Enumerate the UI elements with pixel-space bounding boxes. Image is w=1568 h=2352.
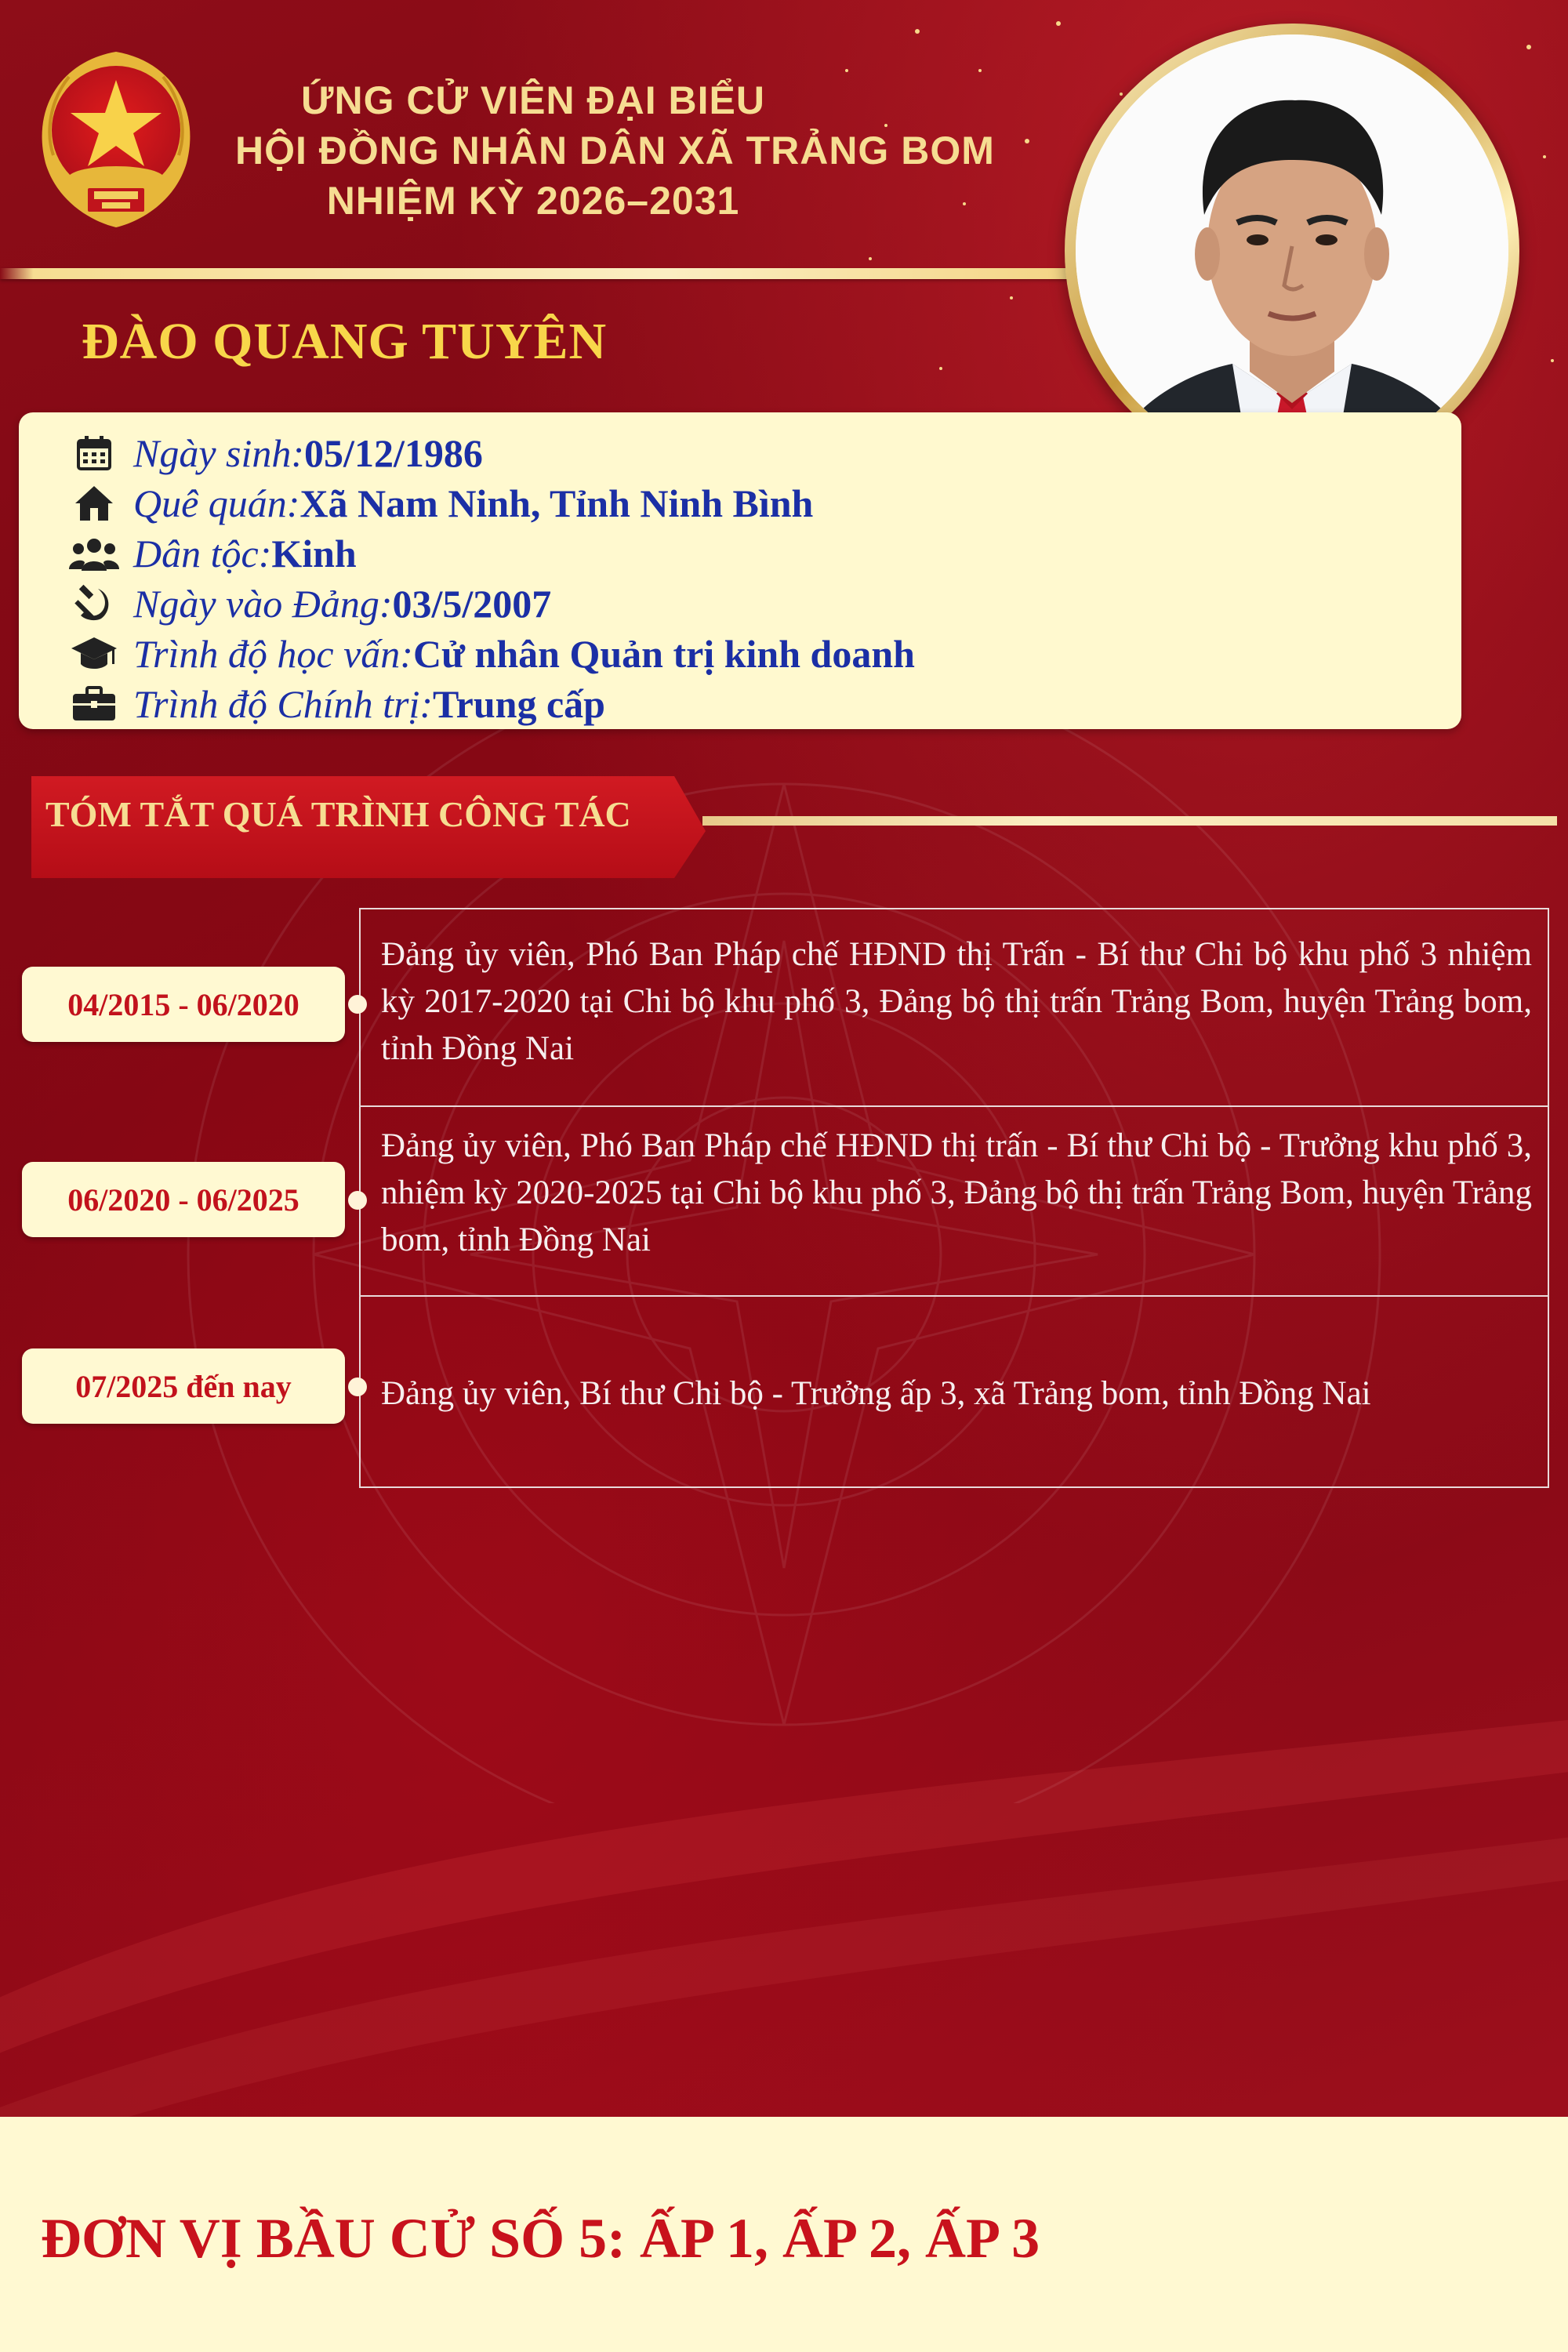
timeline-entry-box [359, 1105, 1549, 1297]
header-line-2: HỘI ĐỒNG NHÂN DÂN XÃ TRẢNG BOM [235, 129, 995, 172]
electoral-unit-text: ĐƠN VỊ BẦU CỬ SỐ 5: ẤP 1, ẤP 2, ẤP 3 [41, 2207, 1040, 2270]
info-label: Dân tộc: [133, 532, 272, 575]
info-label: Trình độ Chính trị: [133, 682, 434, 726]
timeline-date-badge: 07/2025 đến nay [22, 1348, 345, 1424]
info-value: 05/12/1986 [304, 431, 483, 475]
info-value: Trung cấp [433, 682, 605, 726]
info-label: Ngày vào Đảng: [133, 582, 393, 626]
section-title: TÓM TẮT QUÁ TRÌNH CÔNG TÁC [45, 794, 631, 834]
candidate-portrait-frame [1065, 24, 1519, 478]
timeline-entry-box [359, 908, 1549, 1107]
header-line-1: ỨNG CỬ VIÊN ĐẠI BIỂU [301, 78, 765, 122]
candidate-info-box [19, 412, 1461, 729]
timeline-entry-text: Đảng ủy viên, Bí thư Chi bộ - Trưởng ấp 3, xã Trảng bom, tỉnh Đồng Nai [381, 1375, 1371, 1412]
timeline-dot [348, 1377, 367, 1396]
header-divider [0, 268, 1113, 279]
candidate-photo-illustration [1076, 34, 1508, 467]
timeline-dot [348, 995, 367, 1014]
info-row-ethnicity [66, 530, 357, 577]
timeline-entry-box [359, 1295, 1549, 1488]
home-icon [66, 481, 122, 525]
header-line-3: NHIỆM KỲ 2026–2031 [326, 179, 740, 223]
info-value: Xã Nam Ninh, Tỉnh Ninh Bình [299, 481, 814, 525]
candidate-photo [1076, 34, 1508, 467]
timeline-entry-text: Đảng ủy viên, Phó Ban Pháp chế HĐND thị trấn - Bí thư Chi bộ - Trưởng khu phố 3, nhiệm kỳ 2020-2025 tại Chi bộ khu phố 3, Đảng bộ thị trấn Trảng Bom, huyện Trảng bom, tỉnh Đồng Nai [381, 1127, 1532, 1258]
info-row-hometown [66, 480, 813, 527]
poster-header [235, 75, 995, 226]
info-value: Cử nhân Quản trị kinh doanh [412, 632, 915, 676]
timeline-entry-text: Đảng ủy viên, Phó Ban Pháp chế HĐND thị Trấn - Bí thư Chi bộ khu phố 3 nhiệm kỳ 2017-2020 tại Chi bộ khu phố 3, Đảng bộ thị trấn Trảng Bom, huyện Trảng bom, tỉnh Đồng Nai [381, 936, 1532, 1067]
info-row-birthdate [66, 430, 483, 477]
info-row-political-level [66, 681, 605, 728]
hammer-sickle-icon [66, 582, 122, 626]
info-row-education [66, 630, 915, 677]
graduation-cap-icon [66, 632, 122, 676]
info-label: Ngày sinh: [133, 431, 305, 475]
info-row-party-date [66, 580, 551, 627]
info-value: 03/5/2007 [392, 582, 552, 626]
info-label: Quê quán: [133, 481, 300, 525]
calendar-icon [66, 431, 122, 475]
timeline-date-badge: 06/2020 - 06/2025 [22, 1162, 345, 1237]
section-divider [702, 816, 1557, 826]
national-emblem-icon [22, 45, 210, 234]
timeline-dot [348, 1191, 367, 1210]
timeline-date-badge: 04/2015 - 06/2020 [22, 967, 345, 1042]
candidate-name: ĐÀO QUANG TUYÊN [82, 313, 608, 370]
briefcase-icon [66, 682, 122, 726]
info-value: Kinh [271, 532, 357, 575]
people-icon [66, 532, 122, 575]
info-label: Trình độ học vấn: [133, 632, 413, 676]
